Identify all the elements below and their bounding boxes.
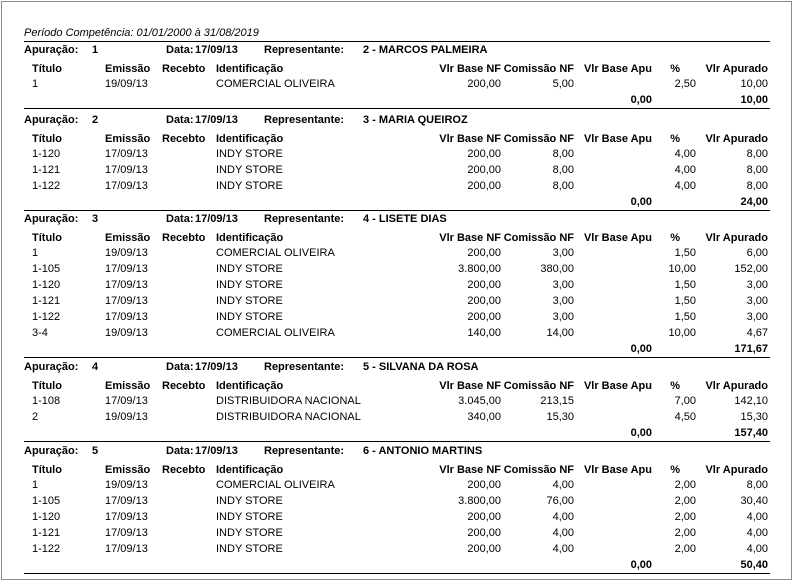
cell-emissao: 17/09/13 [105, 527, 148, 539]
column-header: % [670, 380, 680, 392]
representante-name: 3 - MARIA QUEIROZ [363, 114, 468, 126]
apuracao-label: Apuração: [24, 114, 79, 126]
apuracao-label: Apuração: [24, 361, 79, 373]
cell-pct: 1,50 [674, 279, 696, 291]
cell-pct: 7,00 [674, 395, 696, 407]
period-label: Período Competência: 01/01/2000 à 31/08/2019 [24, 27, 259, 39]
total-apurado: 50,40 [740, 559, 768, 571]
table-row [24, 279, 770, 295]
cell-titulo: 1-105 [32, 495, 61, 507]
cell-emissao: 17/09/13 [105, 180, 148, 192]
cell-comissao: 4,00 [552, 511, 574, 523]
cell-titulo: 1-122 [32, 180, 61, 192]
cell-titulo: 1-121 [32, 295, 61, 307]
cell-ident: COMERCIAL OLIVEIRA [216, 479, 335, 491]
column-header: Recebto [162, 63, 206, 75]
data-label: Data: [166, 361, 194, 373]
apuracao-number: 5 [92, 445, 99, 457]
column-header: Vlr Base Apu [583, 232, 652, 244]
cell-ident: INDY STORE [216, 511, 283, 523]
cell-comissao: 4,00 [552, 527, 574, 539]
cell-ident: DISTRIBUIDORA NACIONAL [216, 395, 361, 407]
cell-emissao: 17/09/13 [105, 311, 148, 323]
total-base-apu: 0,00 [630, 196, 652, 208]
total-apurado: 10,00 [740, 94, 768, 106]
total-base-apu: 0,00 [630, 427, 652, 439]
cell-pct: 2,50 [674, 78, 696, 90]
cell-vapurado: 3,00 [746, 295, 768, 307]
cell-vapurado: 142,10 [734, 395, 768, 407]
column-header: Vlr Base Apu [583, 63, 652, 75]
data-label: Data: [166, 114, 194, 126]
table-row [24, 527, 770, 543]
cell-titulo: 1 [32, 78, 39, 90]
column-header: Vlr Apurado [705, 133, 768, 145]
cell-ident: INDY STORE [216, 164, 283, 176]
header-divider [24, 41, 770, 42]
table-row [24, 479, 770, 495]
column-header: Comissão NF [503, 63, 574, 75]
cell-comissao: 8,00 [552, 164, 574, 176]
table-row [24, 295, 770, 311]
table-row [24, 148, 770, 164]
cell-vbase: 200,00 [467, 78, 501, 90]
apuracao-date: 17/09/13 [195, 114, 238, 126]
cell-titulo: 1-122 [32, 543, 61, 555]
cell-vbase: 200,00 [467, 180, 501, 192]
cell-vbase: 200,00 [467, 479, 501, 491]
cell-comissao: 213,15 [540, 395, 574, 407]
column-header: Vlr Base NF [439, 380, 501, 392]
apuracao-date: 17/09/13 [195, 213, 238, 225]
representante-label: Representante: [264, 44, 345, 56]
table-row [24, 411, 770, 427]
cell-vbase: 200,00 [467, 295, 501, 307]
cell-titulo: 1-120 [32, 148, 61, 160]
column-header: Vlr Base Apu [583, 133, 652, 145]
cell-comissao: 3,00 [552, 247, 574, 259]
cell-vapurado: 4,67 [746, 327, 768, 339]
cell-vapurado: 8,00 [746, 148, 768, 160]
cell-comissao: 15,30 [546, 411, 574, 423]
cell-pct: 4,00 [674, 164, 696, 176]
section-divider [24, 573, 770, 574]
total-apurado: 171,67 [734, 343, 768, 355]
column-header: Identificação [216, 464, 284, 476]
cell-comissao: 5,00 [552, 78, 574, 90]
cell-vapurado: 4,00 [746, 543, 768, 555]
cell-titulo: 1-120 [32, 279, 61, 291]
column-header: % [670, 232, 680, 244]
apuracao-date: 17/09/13 [195, 44, 238, 56]
column-header: Vlr Base NF [439, 63, 501, 75]
cell-comissao: 76,00 [546, 495, 574, 507]
representante-label: Representante: [264, 213, 345, 225]
section-divider [24, 441, 770, 442]
cell-titulo: 1-122 [32, 311, 61, 323]
column-header: Vlr Base NF [439, 133, 501, 145]
column-header: Recebto [162, 133, 206, 145]
section-divider [24, 108, 770, 109]
cell-vbase: 200,00 [467, 511, 501, 523]
cell-emissao: 17/09/13 [105, 295, 148, 307]
cell-vbase: 3.800,00 [458, 263, 501, 275]
cell-titulo: 1-120 [32, 511, 61, 523]
representante-label: Representante: [264, 361, 345, 373]
cell-comissao: 380,00 [540, 263, 574, 275]
column-header: Vlr Apurado [705, 232, 768, 244]
cell-emissao: 17/09/13 [105, 543, 148, 555]
cell-emissao: 17/09/13 [105, 395, 148, 407]
cell-ident: COMERCIAL OLIVEIRA [216, 327, 335, 339]
cell-vapurado: 10,00 [740, 78, 768, 90]
data-label: Data: [166, 445, 194, 457]
cell-pct: 4,50 [674, 411, 696, 423]
cell-vbase: 140,00 [467, 327, 501, 339]
total-base-apu: 0,00 [630, 559, 652, 571]
table-row [24, 247, 770, 263]
column-header: Comissão NF [503, 380, 574, 392]
column-header: % [670, 133, 680, 145]
column-header: Título [32, 380, 62, 392]
cell-vbase: 200,00 [467, 527, 501, 539]
cell-emissao: 17/09/13 [105, 279, 148, 291]
data-label: Data: [166, 213, 194, 225]
cell-titulo: 2 [32, 411, 39, 423]
column-header: Emissão [105, 133, 151, 145]
cell-vapurado: 4,00 [746, 527, 768, 539]
cell-emissao: 19/09/13 [105, 78, 148, 90]
cell-pct: 2,00 [674, 527, 696, 539]
column-header: Título [32, 464, 62, 476]
column-header: Vlr Base NF [439, 232, 501, 244]
cell-titulo: 1 [32, 247, 39, 259]
cell-vapurado: 15,30 [740, 411, 768, 423]
representante-name: 2 - MARCOS PALMEIRA [363, 44, 488, 56]
column-header: Comissão NF [503, 464, 574, 476]
cell-titulo: 1-121 [32, 527, 61, 539]
table-row [24, 543, 770, 559]
cell-pct: 4,00 [674, 180, 696, 192]
column-header: Emissão [105, 380, 151, 392]
column-header: Emissão [105, 464, 151, 476]
cell-comissao: 8,00 [552, 148, 574, 160]
cell-pct: 4,00 [674, 148, 696, 160]
cell-pct: 2,00 [674, 543, 696, 555]
column-header: % [670, 464, 680, 476]
apuracao-number: 1 [92, 44, 99, 56]
cell-ident: INDY STORE [216, 311, 283, 323]
column-header: Título [32, 232, 62, 244]
column-header: Identificação [216, 380, 284, 392]
cell-comissao: 8,00 [552, 180, 574, 192]
cell-comissao: 3,00 [552, 311, 574, 323]
table-row [24, 78, 770, 94]
cell-titulo: 3-4 [32, 327, 48, 339]
cell-ident: INDY STORE [216, 279, 283, 291]
column-header: Emissão [105, 63, 151, 75]
table-row [24, 164, 770, 180]
section-divider [24, 357, 770, 358]
column-header: Título [32, 63, 62, 75]
column-header: Comissão NF [503, 232, 574, 244]
cell-vapurado: 8,00 [746, 479, 768, 491]
total-base-apu: 0,00 [630, 343, 652, 355]
cell-vbase: 200,00 [467, 164, 501, 176]
cell-vapurado: 6,00 [746, 247, 768, 259]
column-header: Identificação [216, 232, 284, 244]
cell-ident: INDY STORE [216, 148, 283, 160]
cell-vapurado: 152,00 [734, 263, 768, 275]
cell-ident: INDY STORE [216, 495, 283, 507]
cell-titulo: 1-108 [32, 395, 61, 407]
cell-pct: 2,00 [674, 495, 696, 507]
column-header: Vlr Apurado [705, 380, 768, 392]
cell-vbase: 200,00 [467, 247, 501, 259]
cell-pct: 10,00 [668, 327, 696, 339]
cell-titulo: 1 [32, 479, 39, 491]
cell-vbase: 340,00 [467, 411, 501, 423]
cell-pct: 2,00 [674, 479, 696, 491]
cell-emissao: 19/09/13 [105, 479, 148, 491]
cell-ident: DISTRIBUIDORA NACIONAL [216, 411, 361, 423]
representante-name: 5 - SILVANA DA ROSA [363, 361, 479, 373]
cell-emissao: 17/09/13 [105, 164, 148, 176]
cell-emissao: 19/09/13 [105, 247, 148, 259]
cell-pct: 2,00 [674, 511, 696, 523]
cell-vapurado: 30,40 [740, 495, 768, 507]
cell-comissao: 14,00 [546, 327, 574, 339]
table-row [24, 263, 770, 279]
cell-comissao: 4,00 [552, 543, 574, 555]
representante-label: Representante: [264, 445, 345, 457]
cell-titulo: 1-105 [32, 263, 61, 275]
total-apurado: 157,40 [734, 427, 768, 439]
section-divider [24, 210, 770, 211]
cell-ident: INDY STORE [216, 527, 283, 539]
cell-vbase: 3.800,00 [458, 495, 501, 507]
table-row [24, 311, 770, 327]
cell-vbase: 200,00 [467, 543, 501, 555]
column-header: Vlr Apurado [705, 63, 768, 75]
cell-emissao: 17/09/13 [105, 263, 148, 275]
apuracao-date: 17/09/13 [195, 361, 238, 373]
apuracao-number: 4 [92, 361, 99, 373]
column-header: Título [32, 133, 62, 145]
cell-emissao: 17/09/13 [105, 511, 148, 523]
column-header: Identificação [216, 63, 284, 75]
apuracao-date: 17/09/13 [195, 445, 238, 457]
column-header: Recebto [162, 464, 206, 476]
column-header: Recebto [162, 380, 206, 392]
cell-comissao: 3,00 [552, 279, 574, 291]
total-base-apu: 0,00 [630, 94, 652, 106]
cell-pct: 1,50 [674, 247, 696, 259]
apuracao-label: Apuração: [24, 445, 79, 457]
cell-ident: COMERCIAL OLIVEIRA [216, 247, 335, 259]
cell-vbase: 200,00 [467, 148, 501, 160]
column-header: Vlr Base Apu [583, 464, 652, 476]
cell-pct: 10,00 [668, 263, 696, 275]
table-row [24, 327, 770, 343]
apuracao-number: 3 [92, 213, 99, 225]
total-apurado: 24,00 [740, 196, 768, 208]
column-header: Identificação [216, 133, 284, 145]
column-header: Recebto [162, 232, 206, 244]
cell-vapurado: 8,00 [746, 180, 768, 192]
cell-vapurado: 8,00 [746, 164, 768, 176]
cell-vapurado: 3,00 [746, 311, 768, 323]
cell-emissao: 19/09/13 [105, 327, 148, 339]
apuracao-label: Apuração: [24, 213, 79, 225]
cell-ident: INDY STORE [216, 180, 283, 192]
table-row [24, 395, 770, 411]
cell-vbase: 200,00 [467, 311, 501, 323]
representante-name: 4 - LISETE DIAS [363, 213, 447, 225]
apuracao-label: Apuração: [24, 44, 79, 56]
cell-ident: INDY STORE [216, 295, 283, 307]
cell-ident: INDY STORE [216, 263, 283, 275]
representante-label: Representante: [264, 114, 345, 126]
cell-ident: INDY STORE [216, 543, 283, 555]
cell-vapurado: 4,00 [746, 511, 768, 523]
column-header: Vlr Base Apu [583, 380, 652, 392]
data-label: Data: [166, 44, 194, 56]
column-header: Vlr Base NF [439, 464, 501, 476]
cell-pct: 1,50 [674, 295, 696, 307]
cell-vbase: 200,00 [467, 279, 501, 291]
cell-ident: COMERCIAL OLIVEIRA [216, 78, 335, 90]
representante-name: 6 - ANTONIO MARTINS [363, 445, 483, 457]
column-header: % [670, 63, 680, 75]
table-row [24, 180, 770, 196]
cell-titulo: 1-121 [32, 164, 61, 176]
cell-emissao: 17/09/13 [105, 148, 148, 160]
cell-comissao: 4,00 [552, 479, 574, 491]
cell-vapurado: 3,00 [746, 279, 768, 291]
column-header: Emissão [105, 232, 151, 244]
column-header: Vlr Apurado [705, 464, 768, 476]
column-header: Comissão NF [503, 133, 574, 145]
cell-pct: 1,50 [674, 311, 696, 323]
cell-comissao: 3,00 [552, 295, 574, 307]
apuracao-number: 2 [92, 114, 99, 126]
cell-vbase: 3.045,00 [458, 395, 501, 407]
table-row [24, 511, 770, 527]
cell-emissao: 17/09/13 [105, 495, 148, 507]
table-row [24, 495, 770, 511]
cell-emissao: 19/09/13 [105, 411, 148, 423]
